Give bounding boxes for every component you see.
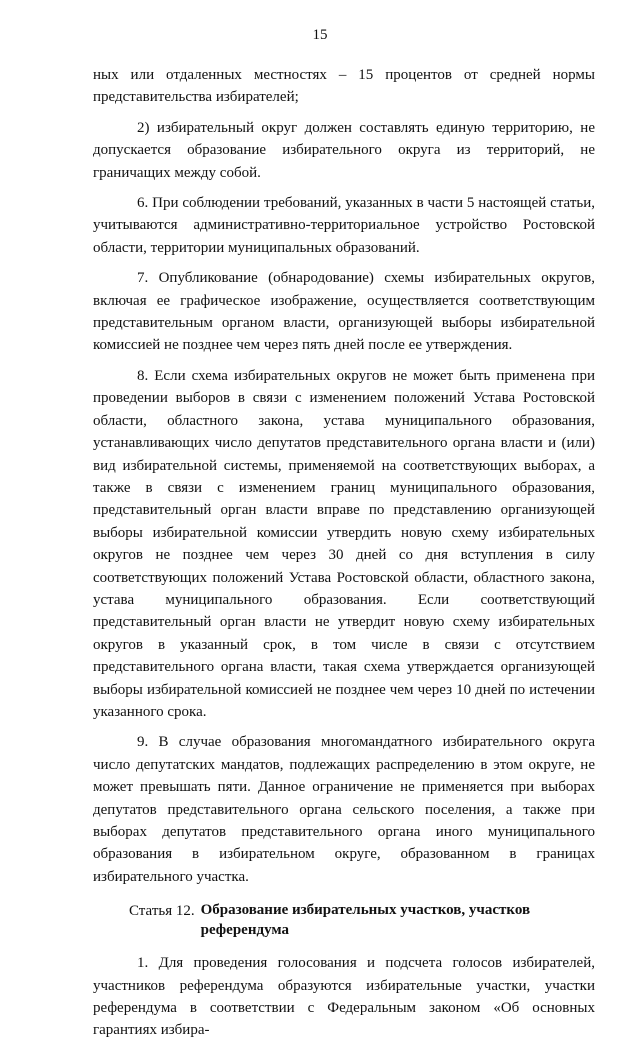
paragraph-part-9: 9. В случае образования многомандатного избирательного округа число депутатских мандатов, подлежащих распределению в этом округе, не может превышать пяти. Данное ограничение не применяется при выборах депутатов представительного органа сельского поселения, а также при выборах депутатов представительного органа иного муниципального образования в избирательном округе, образованном в границах избирательного участка. [93, 734, 595, 885]
paragraph-part-6: 6. При соблюдении требований, указанных в части 5 настоящей статьи, учитываются административно-территориальное устройство Ростовской области, территории муниципальных образований. [93, 195, 595, 256]
paragraph-part-8: 8. Если схема избирательных округов не может быть применена при проведении выборов в связи с изменением положений Устава Ростовской области, областного закона, устава муниципального образования, устанавливающих число депутатов представительного органа власти и (или) вид избирательной системы, применяемой на соответствующих выборах, а также в связи с изменением границ муниципального образования, представительный орган власти вправе по представлению организующей выборы избирательной комиссии утвердить новую схему избирательных округов не позднее чем через 30 дней со дня вступления в силу соответствующих положений Устава Ростовской области, областного закона, устава муниципального образования. Если соответствующий представительный орган власти не утвердит новую схему избирательных округов в указанный срок, в том числе в связи с отсутствием представительного органа власти, такая схема утверждается организующей выборы избирательной комиссией не позднее чем через 10 дней по истечении указанного срока. [93, 367, 595, 720]
paragraph-part-7: 7. Опубликование (обнародование) схемы избирательных округов, включая ее графическое изображение, осуществляется соответствующим представительным органом власти, организующей выборы избирательной комиссией не позднее чем через пять дней после ее утверждения. [93, 270, 595, 354]
article-heading [93, 900, 595, 940]
paragraph-continuation: ных или отдаленных местностях – 15 процентов от средней нормы представительства избирателей; [93, 67, 595, 106]
document-body [93, 64, 595, 1050]
page-number: 15 [312, 27, 328, 43]
paragraph-article-12-part-1: 1. Для проведения голосования и подсчета голосов избирателей, участников референдума образуются избирательные участки, участки референдума в соответствии с Федеральным законом «Об основных гарантиях избира- [93, 955, 595, 1039]
article-title: Образование избирательных участков, участков референдума [200, 902, 531, 939]
paragraph-item-2: 2) избирательный округ должен составлять единую территорию, не допускается образование избирательного округа из территорий, не граничащих между собой. [93, 119, 595, 181]
article-label: Статья 12. [129, 903, 195, 920]
